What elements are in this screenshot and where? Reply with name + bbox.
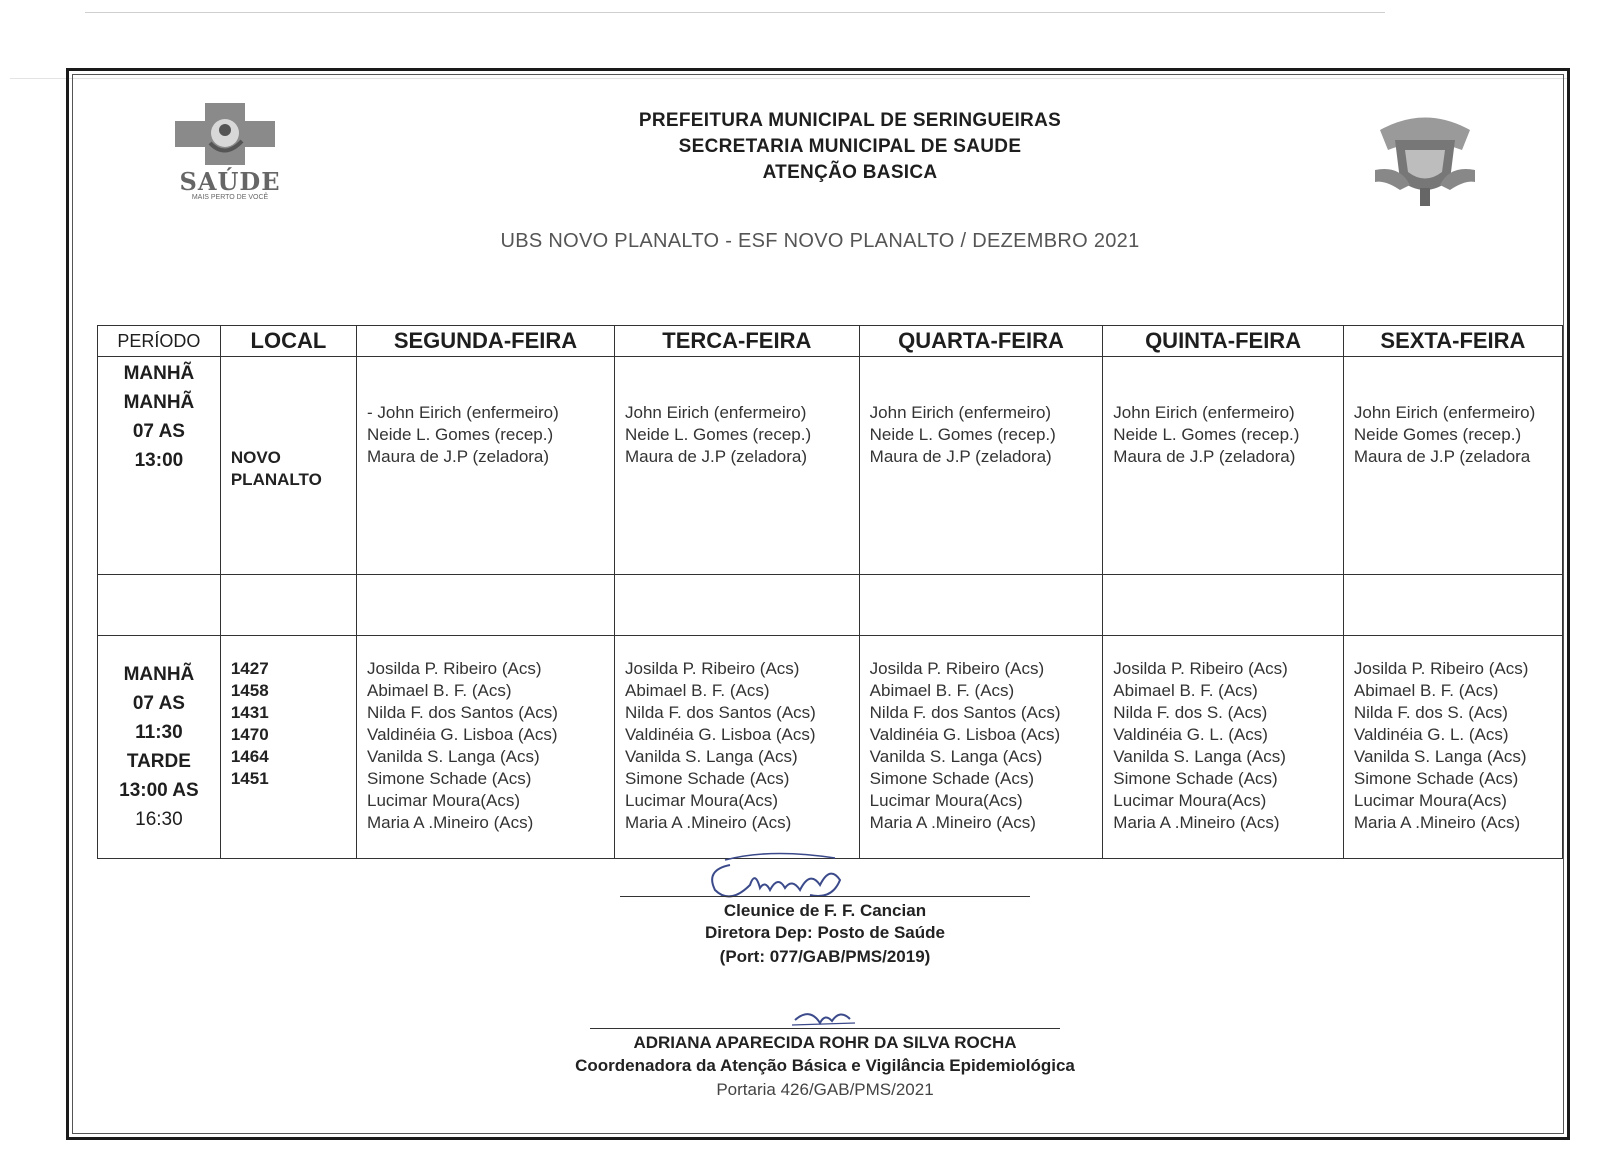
local-line: NOVO (230, 448, 281, 467)
staff-name: Valdinéia G. Lisboa (Acs) (869, 725, 1061, 744)
staff-name: Nilda F. dos Santos (Acs) (869, 703, 1061, 722)
table-row-empty (98, 575, 1563, 636)
header-atencao: ATENÇÃO BASICA (762, 162, 938, 183)
local-line: 1451 (230, 769, 269, 788)
local-line: 1470 (230, 725, 269, 744)
staff-name: Neide L. Gomes (recep.) (869, 425, 1056, 444)
staff-name: Maura de J.P (zeladora) (869, 447, 1052, 466)
header-segunda: SEGUNDA-FEIRA (357, 326, 615, 357)
staff-name: Vanilda S. Langa (Acs) (367, 747, 540, 766)
staff-name: Simone Schade (Acs) (1353, 769, 1519, 788)
signature-line (620, 896, 1030, 897)
period-line: 13:00 (134, 450, 184, 471)
signature-line (590, 1028, 1060, 1029)
staff-name: Lucimar Moura(Acs) (869, 791, 1023, 810)
empty-cell (1343, 575, 1562, 636)
staff-name: Lucimar Moura(Acs) (624, 791, 779, 810)
day-cell-terca (614, 636, 859, 859)
staff-name: Vanilda S. Langa (Acs) (869, 747, 1043, 766)
local-line: PLANALTO (230, 470, 322, 489)
staff-name: Nilda F. dos Santos (Acs) (624, 703, 816, 722)
staff-name: Abimael B. F. (Acs) (869, 681, 1015, 700)
staff-name: Lucimar Moura(Acs) (1353, 791, 1507, 810)
day-cell-quarta (859, 636, 1103, 859)
staff-name: Simone Schade (Acs) (367, 769, 532, 788)
period-line: 13:00 AS (119, 780, 199, 801)
staff-name: Abimael B. F. (Acs) (624, 681, 770, 700)
day-cell-sexta (1343, 636, 1562, 859)
staff-name: - John Eirich (enfermeiro) (367, 403, 559, 422)
local-line: 1431 (230, 703, 269, 722)
day-cell-segunda (357, 357, 615, 575)
staff-name: Nilda F. dos Santos (Acs) (367, 703, 558, 722)
empty-cell (357, 575, 615, 636)
header-quarta: QUARTA-FEIRA (859, 326, 1103, 357)
staff-name: Lucimar Moura(Acs) (367, 791, 521, 810)
period-cell (98, 636, 221, 859)
staff-name: Abimael B. F. (Acs) (367, 681, 512, 700)
local-line: 1458 (230, 681, 269, 700)
header-secretaria: SECRETARIA MUNICIPAL DE SAUDE (678, 136, 1022, 157)
day-cell-segunda (357, 636, 615, 859)
saude-logo-tagline: MAIS PERTO DE VOCÊ (191, 194, 269, 201)
municipal-coat-of-arms (1370, 110, 1480, 210)
staff-name: Abimael B. F. (Acs) (1353, 681, 1499, 700)
staff-name: Maria A .Mineiro (Acs) (1113, 813, 1280, 832)
table-header-row (98, 326, 1563, 357)
period-line: 07 AS (132, 693, 185, 714)
staff-name: John Eirich (enfermeiro) (1113, 403, 1295, 422)
staff-name: Neide L. Gomes (recep.) (1113, 425, 1300, 444)
header-local: LOCAL (220, 326, 356, 357)
staff-name: Abimael B. F. (Acs) (1113, 681, 1258, 700)
coordinator-name: ADRIANA APARECIDA ROHR DA SILVA ROCHA (633, 1033, 1017, 1052)
saude-logo-text: SAÚDE (179, 167, 281, 196)
day-cell-quarta (859, 357, 1103, 575)
period-line: MANHÃ (123, 363, 195, 384)
coordinator-role: Coordenadora da Atenção Básica e Vigilância Epidemiológica (575, 1056, 1075, 1075)
scan-artifact-line (85, 12, 1385, 13)
staff-name: Valdinéia G. Lisboa (Acs) (624, 725, 816, 744)
header-terca: TERCA-FEIRA (614, 326, 859, 357)
signer-name: Cleunice de F. F. Cancian (723, 901, 927, 920)
staff-name: John Eirich (enfermeiro) (624, 403, 807, 422)
signer-portaria: (Port: 077/GAB/PMS/2019) (719, 947, 931, 966)
staff-name: Valdinéia G. L. (Acs) (1353, 725, 1509, 744)
document-header (450, 108, 1250, 186)
staff-name: Nilda F. dos S. (Acs) (1113, 703, 1268, 722)
document-subtitle: UBS NOVO PLANALTO - ESF NOVO PLANALTO / DEZEMBRO 2021 (500, 230, 1140, 252)
staff-name: Simone Schade (Acs) (624, 769, 790, 788)
period-line: 16:30 (135, 809, 183, 830)
staff-name: Simone Schade (Acs) (869, 769, 1035, 788)
day-cell-quinta (1103, 357, 1344, 575)
empty-cell (1103, 575, 1344, 636)
staff-name: Maura de J.P (zeladora) (367, 447, 550, 466)
staff-name: Vanilda S. Langa (Acs) (1113, 747, 1286, 766)
staff-name: Maria A .Mineiro (Acs) (1353, 813, 1521, 832)
period-line: 07 AS (132, 421, 185, 442)
staff-name: Maura de J.P (zeladora) (1113, 447, 1296, 466)
staff-name: Maria A .Mineiro (Acs) (367, 813, 534, 832)
day-cell-quinta (1103, 636, 1344, 859)
local-cell (220, 636, 356, 859)
saude-logo (170, 103, 300, 205)
staff-name: Valdinéia G. Lisboa (Acs) (367, 725, 558, 744)
period-line: TARDE (126, 751, 191, 772)
staff-name: Vanilda S. Langa (Acs) (1353, 747, 1527, 766)
day-cell-sexta (1343, 357, 1562, 575)
empty-cell (859, 575, 1103, 636)
table-row (98, 636, 1563, 859)
staff-name: Maura de J.P (zeladora) (624, 447, 808, 466)
staff-name: Vanilda S. Langa (Acs) (624, 747, 798, 766)
staff-name: Josilda P. Ribeiro (Acs) (1113, 659, 1288, 678)
empty-cell (220, 575, 356, 636)
staff-name: Lucimar Moura(Acs) (1113, 791, 1267, 810)
staff-name: Josilda P. Ribeiro (Acs) (1353, 659, 1529, 678)
staff-name: John Eirich (enfermeiro) (1353, 403, 1536, 422)
schedule-table (97, 325, 1563, 859)
table-row (98, 357, 1563, 575)
period-line: MANHÃ (123, 392, 195, 413)
period-cell (98, 357, 221, 575)
local-line: 1464 (230, 747, 269, 766)
header-quinta: QUINTA-FEIRA (1103, 326, 1344, 357)
local-line: 1427 (230, 659, 269, 678)
staff-name: Josilda P. Ribeiro (Acs) (869, 659, 1045, 678)
staff-name: Neide L. Gomes (recep.) (367, 425, 554, 444)
header-sexta: SEXTA-FEIRA (1343, 326, 1562, 357)
period-line: 11:30 (135, 722, 183, 743)
staff-name: Neide L. Gomes (recep.) (624, 425, 812, 444)
staff-name: Maura de J.P (zeladora (1353, 447, 1531, 466)
day-cell-terca (614, 357, 859, 575)
local-cell (220, 357, 356, 575)
staff-name: Simone Schade (Acs) (1113, 769, 1278, 788)
staff-name: Nilda F. dos S. (Acs) (1353, 703, 1508, 722)
staff-name: John Eirich (enfermeiro) (869, 403, 1052, 422)
empty-cell (98, 575, 221, 636)
staff-name: Maria A .Mineiro (Acs) (869, 813, 1036, 832)
empty-cell (614, 575, 859, 636)
coordinator-portaria: Portaria 426/GAB/PMS/2021 (716, 1080, 934, 1099)
header-periodo: PERÍODO (98, 326, 221, 357)
header-prefeitura: PREFEITURA MUNICIPAL DE SERINGUEIRAS (638, 110, 1062, 131)
period-line: MANHÃ (123, 664, 195, 685)
staff-name: Valdinéia G. L. (Acs) (1113, 725, 1268, 744)
signer-role: Diretora Dep: Posto de Saúde (705, 923, 945, 942)
staff-name: Josilda P. Ribeiro (Acs) (624, 659, 800, 678)
staff-name: Maria A .Mineiro (Acs) (624, 813, 792, 832)
staff-name: Neide Gomes (recep.) (1353, 425, 1522, 444)
staff-name: Josilda P. Ribeiro (Acs) (367, 659, 542, 678)
